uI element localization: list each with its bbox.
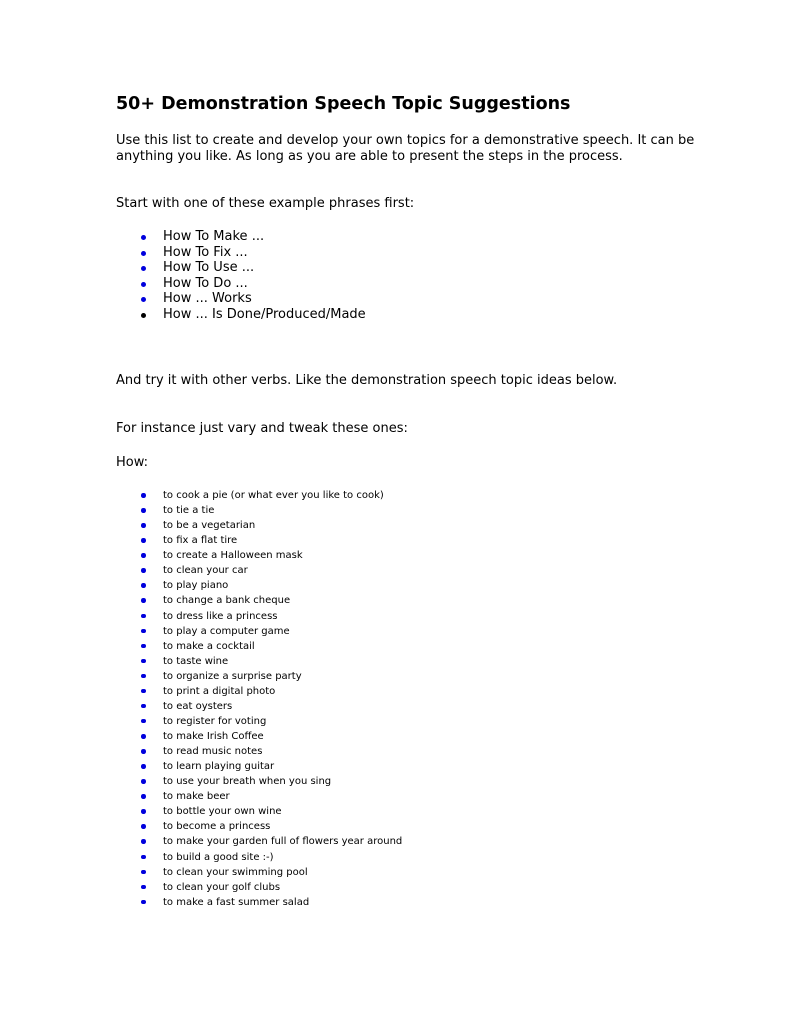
topic-text: to play a computer game <box>163 625 290 637</box>
bullet-icon <box>141 282 146 287</box>
phrase-text: How To Use ... <box>163 260 255 276</box>
bullet-icon <box>141 568 146 573</box>
bullet-icon <box>141 870 146 875</box>
topic-text: to become a princess <box>163 821 271 833</box>
topic-item <box>116 548 402 563</box>
phrase-item <box>116 260 366 276</box>
topic-text: to fix a flat tire <box>163 535 238 547</box>
topic-text: to organize a surprise party <box>163 670 302 682</box>
topic-item <box>116 669 402 684</box>
bullet-icon <box>141 523 146 528</box>
topic-text: to make beer <box>163 791 230 803</box>
topic-item <box>116 714 402 729</box>
topic-list <box>116 488 402 910</box>
topic-text: to be a vegetarian <box>163 520 256 532</box>
bullet-icon <box>141 839 146 844</box>
topic-item <box>116 488 402 503</box>
topic-item <box>116 624 402 639</box>
phrase-list <box>116 229 366 323</box>
topic-item <box>116 699 402 714</box>
bullet-icon <box>141 855 146 860</box>
topic-item <box>116 593 402 608</box>
topic-item <box>116 654 402 669</box>
bullet-icon <box>141 885 146 890</box>
topic-item <box>116 819 402 834</box>
topic-text: to clean your car <box>163 565 248 577</box>
topic-text: to dress like a princess <box>163 610 278 622</box>
topic-item <box>116 895 402 910</box>
topic-text: to taste wine <box>163 655 229 667</box>
bullet-icon <box>141 794 146 799</box>
phrase-text: How To Make ... <box>163 229 265 244</box>
topic-text: to bottle your own wine <box>163 806 282 818</box>
topic-text: to clean your golf clubs <box>163 881 281 893</box>
bullet-icon <box>141 644 146 649</box>
topic-text: to make Irish Coffee <box>163 731 264 742</box>
phrase-item <box>116 307 366 323</box>
topic-text: to make your garden full of flowers year around <box>163 836 403 848</box>
topic-text: to cook a pie (or what ever you like to cook) <box>163 490 384 501</box>
bullet-icon <box>141 297 146 302</box>
bullet-icon <box>141 674 146 679</box>
phrase-text: How ... Works <box>163 291 252 307</box>
bullet-icon <box>141 824 146 829</box>
try-paragraph: And try it with other verbs. Like the demonstration speech topic ideas below. <box>116 373 618 388</box>
bullet-icon <box>141 704 146 709</box>
topic-text: to use your breath when you sing <box>163 776 332 788</box>
topic-item <box>116 834 402 849</box>
topic-item <box>116 729 402 744</box>
topic-text: to learn playing guitar <box>163 761 275 773</box>
topic-item <box>116 850 402 865</box>
topic-item <box>116 563 402 578</box>
topic-text: to clean your swimming pool <box>163 866 308 878</box>
phrase-item <box>116 245 366 261</box>
topic-item <box>116 533 402 548</box>
how-label: How: <box>116 455 149 470</box>
topic-text: to print a digital photo <box>163 685 276 697</box>
start-paragraph: Start with one of these example phrases first: <box>116 196 415 211</box>
intro-paragraph: Use this list to create and develop your own topics for a demonstrative speech. It can be anything you like. As long as you are able to present the steps in the process. <box>116 133 695 164</box>
phrase-text: How ... Is Done/Produced/Made <box>163 306 366 322</box>
bullet-icon <box>141 809 146 814</box>
bullet-icon <box>141 235 146 240</box>
topic-item <box>116 759 402 774</box>
bullet-icon <box>141 779 146 784</box>
topic-item <box>116 865 402 880</box>
topic-item <box>116 774 402 789</box>
topic-text: to play piano <box>163 580 229 592</box>
topic-text: to register for voting <box>163 715 267 727</box>
bullet-icon <box>141 266 146 271</box>
bullet-icon <box>141 764 146 769</box>
topic-text: to change a bank cheque <box>163 595 291 607</box>
topic-item <box>116 578 402 593</box>
topic-item <box>116 880 402 895</box>
bullet-icon <box>141 251 146 256</box>
bullet-icon <box>141 689 146 694</box>
bullet-icon <box>141 614 146 619</box>
phrase-item <box>116 229 366 245</box>
phrase-text: How To Fix ... <box>163 244 248 260</box>
bullet-icon <box>141 553 146 558</box>
topic-item <box>116 804 402 819</box>
bullet-icon <box>141 629 146 634</box>
bullet-icon <box>141 749 146 754</box>
bullet-icon <box>141 719 146 724</box>
bullet-icon <box>141 900 146 905</box>
bullet-icon <box>141 313 146 318</box>
topic-item <box>116 609 402 624</box>
phrase-item <box>116 276 366 292</box>
bullet-icon <box>141 493 146 498</box>
topic-item <box>116 639 402 654</box>
phrase-item <box>116 291 366 307</box>
instance-paragraph: For instance just vary and tweak these ones: <box>116 421 408 436</box>
topic-text: to make a cocktail <box>163 640 255 652</box>
topic-text: to tie a tie <box>163 505 215 517</box>
topic-text: to create a Halloween mask <box>163 550 303 562</box>
topic-text: to build a good site :-) <box>163 851 274 863</box>
phrase-text: How To Do ... <box>163 275 248 291</box>
bullet-icon <box>141 538 146 543</box>
bullet-icon <box>141 508 146 513</box>
topic-text: to make a fast summer salad <box>163 896 310 908</box>
bullet-icon <box>141 659 146 664</box>
topic-item <box>116 684 402 699</box>
bullet-icon <box>141 598 146 603</box>
topic-text: to eat oysters <box>163 700 233 712</box>
bullet-icon <box>141 734 146 739</box>
topic-item <box>116 503 402 518</box>
bullet-icon <box>141 583 146 588</box>
topic-text: to read music notes <box>163 746 263 758</box>
page-title: 50+ Demonstration Speech Topic Suggestions <box>116 94 571 114</box>
topic-item <box>116 518 402 533</box>
topic-item <box>116 744 402 759</box>
topic-item <box>116 789 402 804</box>
